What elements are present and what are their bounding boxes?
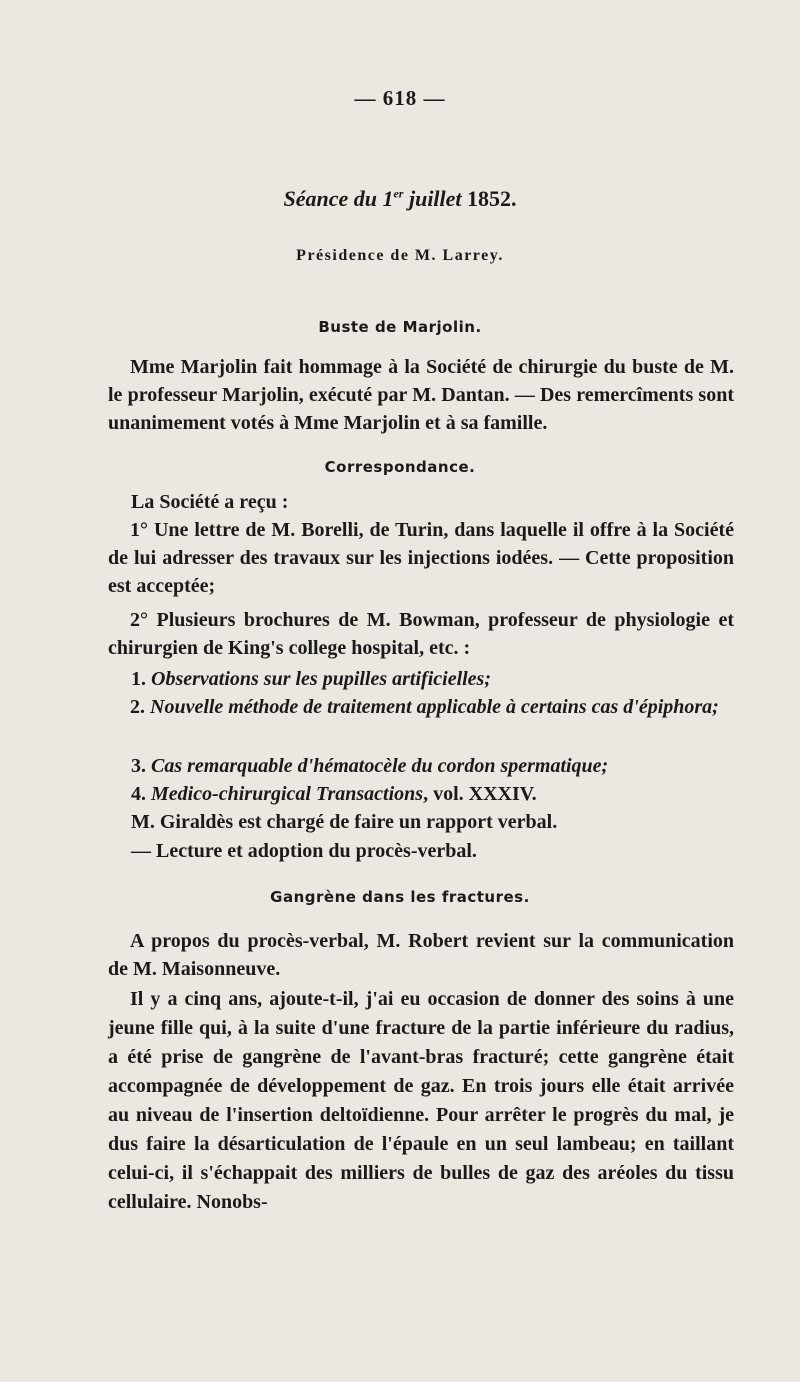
session-title-sup: er (393, 186, 404, 201)
bowman-work-2-title: Nouvelle méthode de traitement applicable à certains cas d'épiphora; (150, 696, 719, 718)
bowman-work-4-volume: , vol. XXXIV. (423, 783, 537, 805)
heading-correspondance: Correspondance. (324, 458, 476, 476)
bowman-work-4-title: Medico-chirurgical Transactions (151, 783, 424, 805)
session-title-year: 1852. (467, 186, 517, 211)
bowman-work-2 (108, 693, 734, 721)
session-title-date: juillet (403, 186, 468, 211)
bowman-work-4 (131, 780, 734, 808)
bowman-work-1-title: Observations sur les pupilles artificielles; (151, 668, 491, 690)
presidency-line: Présidence de M. Larrey. (296, 247, 504, 264)
correspondance-intro: La Société a reçu : (131, 491, 289, 513)
heading-buste: Buste de Marjolin. (318, 318, 482, 336)
correspondance-item-2: 2° Plusieurs brochures de M. Bowman, professeur de physiologie et chirurgien de King's college hospital, etc. : (108, 609, 734, 659)
bowman-work-3 (131, 752, 734, 780)
bowman-work-4-num: 4. (131, 783, 146, 805)
rapport-line: M. Giraldès est chargé de faire un rapport verbal. (131, 811, 558, 833)
gangrene-paragraph-2: Il y a cinq ans, ajoute-t-il, j'ai eu occasion de donner des soins à une jeune fille qui, à la suite d'une fracture de la partie inférieure du radius, a été prise de gangrène de l'avant-bras fracturé; cette gangrène était accompagnée de développement de gaz. En trois jours elle était arrivée au niveau de l'insertion deltoïdienne. Pour arrêter le progrès du mal, je dus faire la désarticulation de l'épaule en un seul lambeau; en taillant celui-ci, il s'échappait des milliers de bulles de gaz des aréoles du tissu cellulaire. Nonobs- (108, 988, 734, 1213)
heading-gangrene: Gangrène dans les fractures. (270, 888, 530, 906)
buste-paragraph: Mme Marjolin fait hommage à la Société de chirurgie du buste de M. le professeur Marjolin, exécuté par M. Dantan. — Des remercîments sont unanimement votés à Mme Marjolin et à sa famille. (108, 356, 734, 434)
lecture-line: — Lecture et adoption du procès-verbal. (131, 840, 477, 862)
gangrene-paragraph-1: A propos du procès-verbal, M. Robert revient sur la communication de M. Maisonneuve. (108, 930, 734, 980)
bowman-work-3-num: 3. (131, 755, 146, 777)
page-number: — 618 — (354, 86, 446, 110)
correspondance-item-1: 1° Une lettre de M. Borelli, de Turin, dans laquelle il offre à la Société de lui adresser des travaux sur les injections iodées. — Cette proposition est acceptée; (108, 519, 734, 597)
session-title-prefix: Séance du 1 (283, 186, 394, 211)
bowman-work-1-num: 1. (131, 668, 146, 690)
bowman-work-2-num: 2. (130, 696, 145, 718)
session-title (0, 186, 800, 212)
bowman-work-3-title: Cas remarquable d'hématocèle du cordon spermatique; (151, 755, 609, 777)
bowman-work-1 (131, 665, 734, 693)
